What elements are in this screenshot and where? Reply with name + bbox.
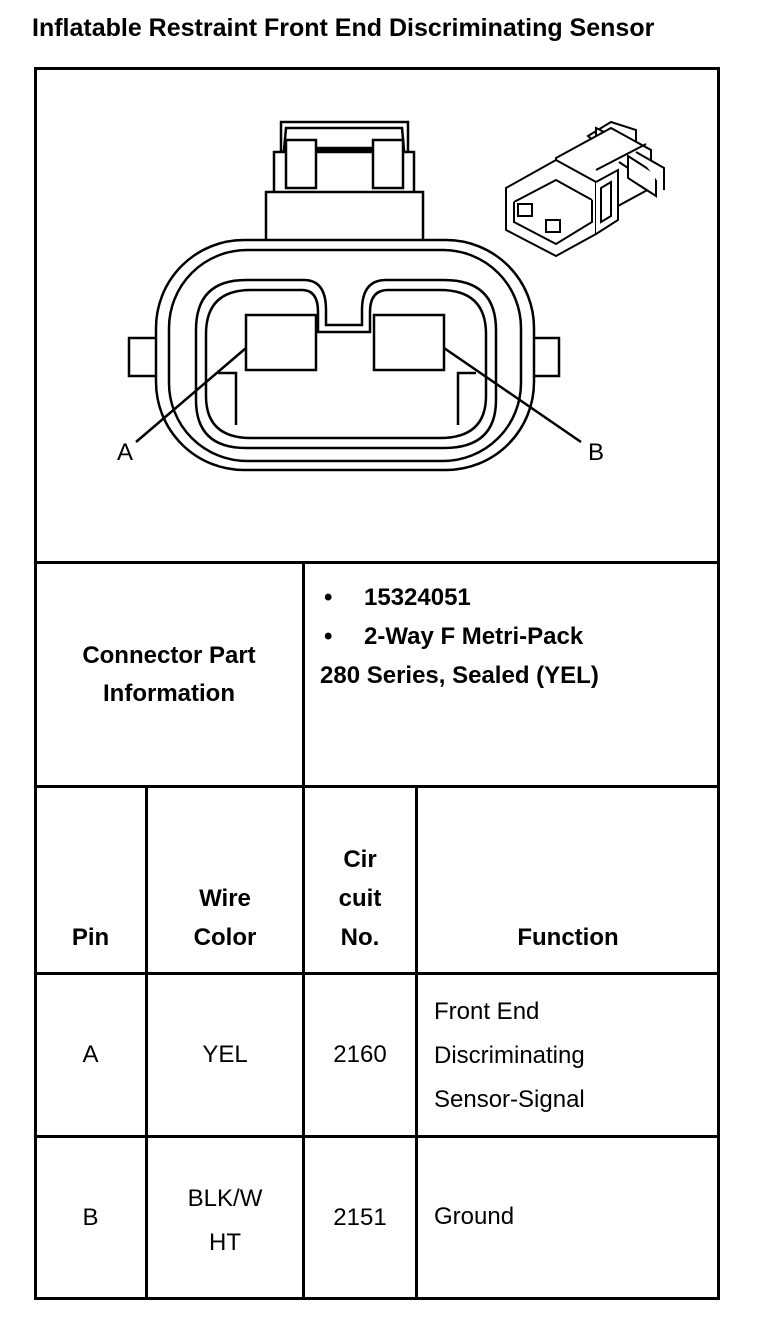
connector-part-info-value bbox=[320, 578, 599, 695]
table-row-pin: A bbox=[82, 1041, 99, 1068]
column-header-circuit-line1: Cir bbox=[343, 846, 377, 873]
isometric-connector-view bbox=[506, 122, 664, 256]
column-header-function-text: Function bbox=[517, 924, 619, 951]
table-row-wire-color: YEL bbox=[202, 1041, 248, 1068]
wire-color-line2: HT bbox=[209, 1229, 241, 1256]
pin-b-callout-label: B bbox=[587, 439, 604, 466]
function-line1: Front End bbox=[434, 998, 540, 1025]
side-ear-left bbox=[129, 338, 159, 376]
connector-shell bbox=[156, 240, 534, 470]
table-row-circuit: 2151 bbox=[333, 1204, 387, 1231]
connector-description-line1: 2-Way F Metri-Pack bbox=[364, 623, 584, 650]
column-header-circuit-line3: No. bbox=[340, 924, 380, 951]
connector-diagram bbox=[36, 70, 718, 562]
terminal-cavity-a bbox=[246, 315, 316, 370]
table-row-pin: B bbox=[82, 1204, 99, 1231]
table-row-function: Ground bbox=[434, 1203, 515, 1230]
column-header-circuit-line2: cuit bbox=[338, 885, 382, 912]
column-header-wire-color bbox=[148, 879, 302, 957]
pin-a-callout-label: A bbox=[116, 439, 133, 466]
wire-color-line1: BLK/W bbox=[187, 1185, 263, 1212]
column-header-wire-color-line2: Color bbox=[193, 924, 257, 951]
connector-part-number: 15324051 bbox=[364, 584, 471, 611]
bullet-icon: • bbox=[324, 623, 333, 650]
list-item bbox=[320, 617, 599, 656]
function-line2: Discriminating bbox=[434, 1042, 585, 1069]
column-header-function bbox=[418, 918, 718, 957]
column-header-pin-text: Pin bbox=[71, 924, 110, 951]
function-line3: Sensor-Signal bbox=[434, 1086, 585, 1113]
connector-description-line2: 280 Series, Sealed (YEL) bbox=[320, 662, 599, 689]
table-divider bbox=[36, 785, 718, 788]
column-header-wire-color-line1: Wire bbox=[199, 885, 251, 912]
connector-part-info-line1: Connector Part bbox=[82, 641, 256, 669]
connector-part-info-line2: Information bbox=[103, 679, 235, 707]
table-divider bbox=[415, 787, 418, 1298]
page-title: Inflatable Restraint Front End Discriminating Sensor bbox=[32, 14, 655, 42]
column-header-pin bbox=[36, 918, 145, 957]
list-item bbox=[320, 578, 599, 617]
terminal-cavity-b bbox=[374, 315, 444, 370]
column-header-circuit-no bbox=[305, 840, 415, 957]
table-row-circuit: 2160 bbox=[333, 1041, 387, 1068]
table-row-function bbox=[434, 990, 585, 1122]
connector-part-info-label bbox=[36, 564, 302, 785]
table-row-wire-color bbox=[148, 1155, 302, 1285]
connector-face-drawing bbox=[36, 70, 718, 562]
bullet-icon: • bbox=[324, 584, 333, 611]
